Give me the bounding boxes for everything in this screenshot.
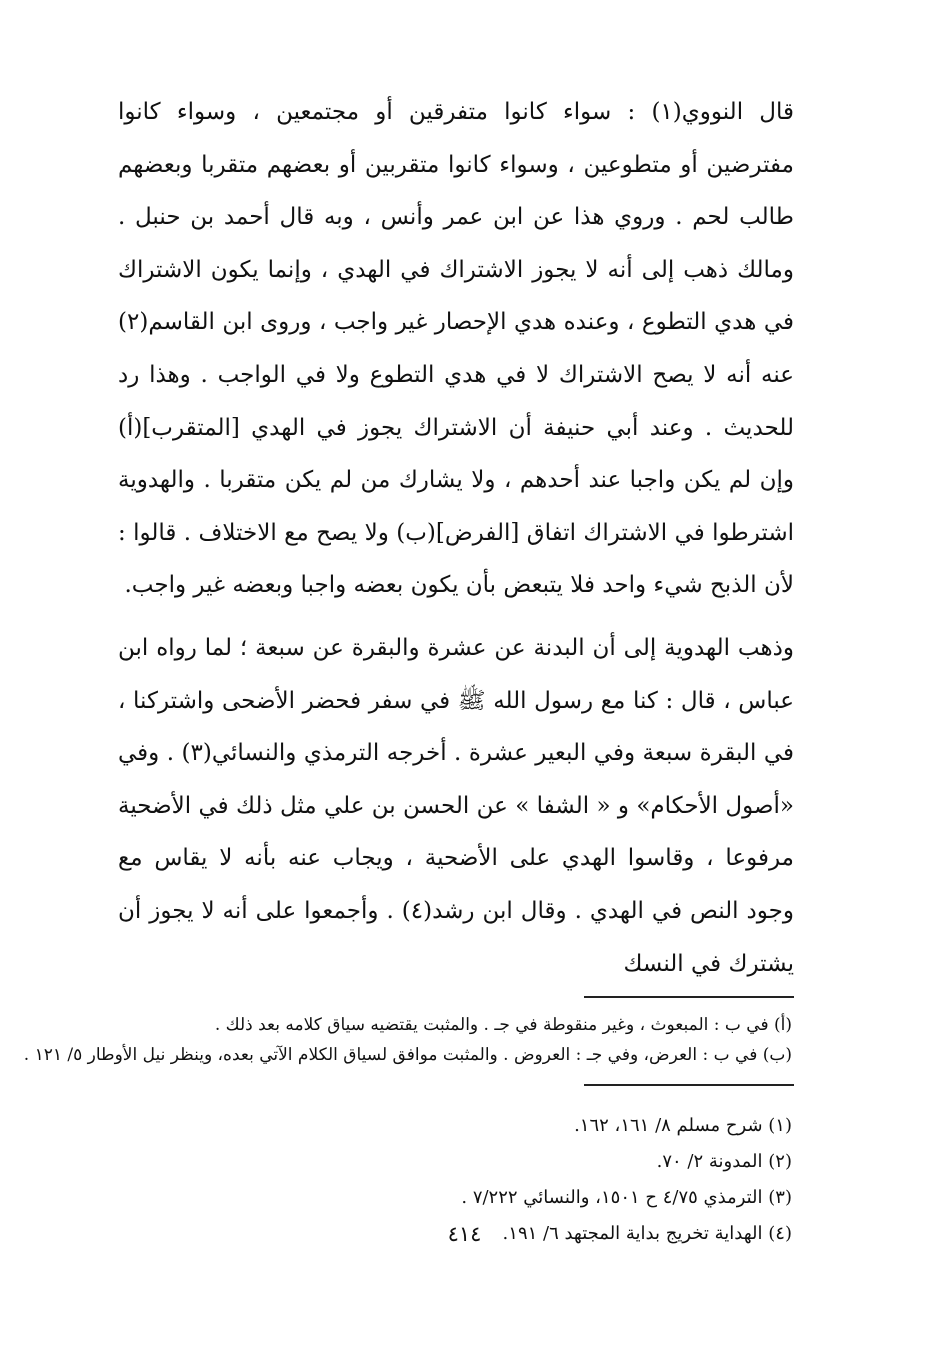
- editor-note-alif: (أ) في ب : المبعوث ، وغير منقوطة في جـ . والمثبت يقتضيه سياق كلامه بعد ذلك .: [214, 1015, 792, 1036]
- page-number: ٤١٤: [447, 1222, 482, 1246]
- footnote-1: (١) شرح مسلم ٨/ ١٦١، ١٦٢.: [574, 1115, 792, 1137]
- footnote-3: (٣) الترمذي ٤/٧٥ ح ١٥٠١، والنسائي ٧/٢٢٢ .: [461, 1187, 792, 1209]
- editor-notes: [23, 1010, 794, 1070]
- footnote-2: (٢) المدونة ٢/ ٧٠.: [656, 1151, 792, 1173]
- editor-notes-divider: [584, 996, 794, 998]
- body-paragraph-1: قال النووي(١) : سواء كانوا متفرقين أو مجتمعين ، وسواء كانوا مفترضين أو متطوعين ، وسواء كانوا متقربين أو بعضهم متقربا وبعضهم طالب لحم . وروي هذا عن ابن عمر وأنس ، وبه قال أحمد بن حنبل . ومالك ذهب إلى أنه لا يجوز الاشتراك في الهدي ، وإنما يكون الاشتراك في هدي التطوع ، وعنده هدي الإحصار غير واجب ، وروى ابن القاسم(٢) عنه أنه لا يصح الاشتراك لا في هدي التطوع ولا في الواجب . وهذا رد للحديث . وعند أبي حنيفة أن الاشتراك يجوز في الهدي [المتقرب](أ) وإن لم يكن واجبا عند أحدهم ، ولا يشارك من لم يكن متقربا . والهدوية اشترطوا في الاشتراك اتفاق [الفرض](ب) ولا يصح مع الاختلاف . قالوا : لأن الذبح شيء واحد فلا يتبعض بأن يكون بعضه واجبا وبعضه غير واجب.: [118, 99, 794, 599]
- footnotes-divider: [584, 1084, 794, 1086]
- page-content: [23, 86, 794, 1252]
- editor-note-ba: (ب) في ب : العرض، وفي جـ : العروض . والمثبت موافق لسياق الكلام الآتي بعده، وينظر نيل الأوطار ٥/ ١٢١ .: [23, 1045, 792, 1066]
- footnote-4: (٤) الهداية تخريج بداية المجتهد ٦/ ١٩١.: [502, 1223, 792, 1245]
- body-paragraph-2: وذهب الهدوية إلى أن البدنة عن عشرة والبقرة عن سبعة ؛ لما رواه ابن عباس ، قال : كنا مع رسول الله ﷺ في سفر فحضر الأضحى واشتركنا ، في البقرة سبعة وفي البعير عشرة . أخرجه الترمذي والنسائي(٣) . وفي «أصول الأحكام» و « الشفا » عن الحسن بن علي مثل ذلك في الأضحية مرفوعا ، وقاسوا الهدي على الأضحية ، ويجاب عنه بأنه لا يقاس مع وجود النص في الهدي . وقال ابن رشد(٤) . وأجمعوا على أنه لا يجوز أن يشترك في النسك: [118, 634, 794, 977]
